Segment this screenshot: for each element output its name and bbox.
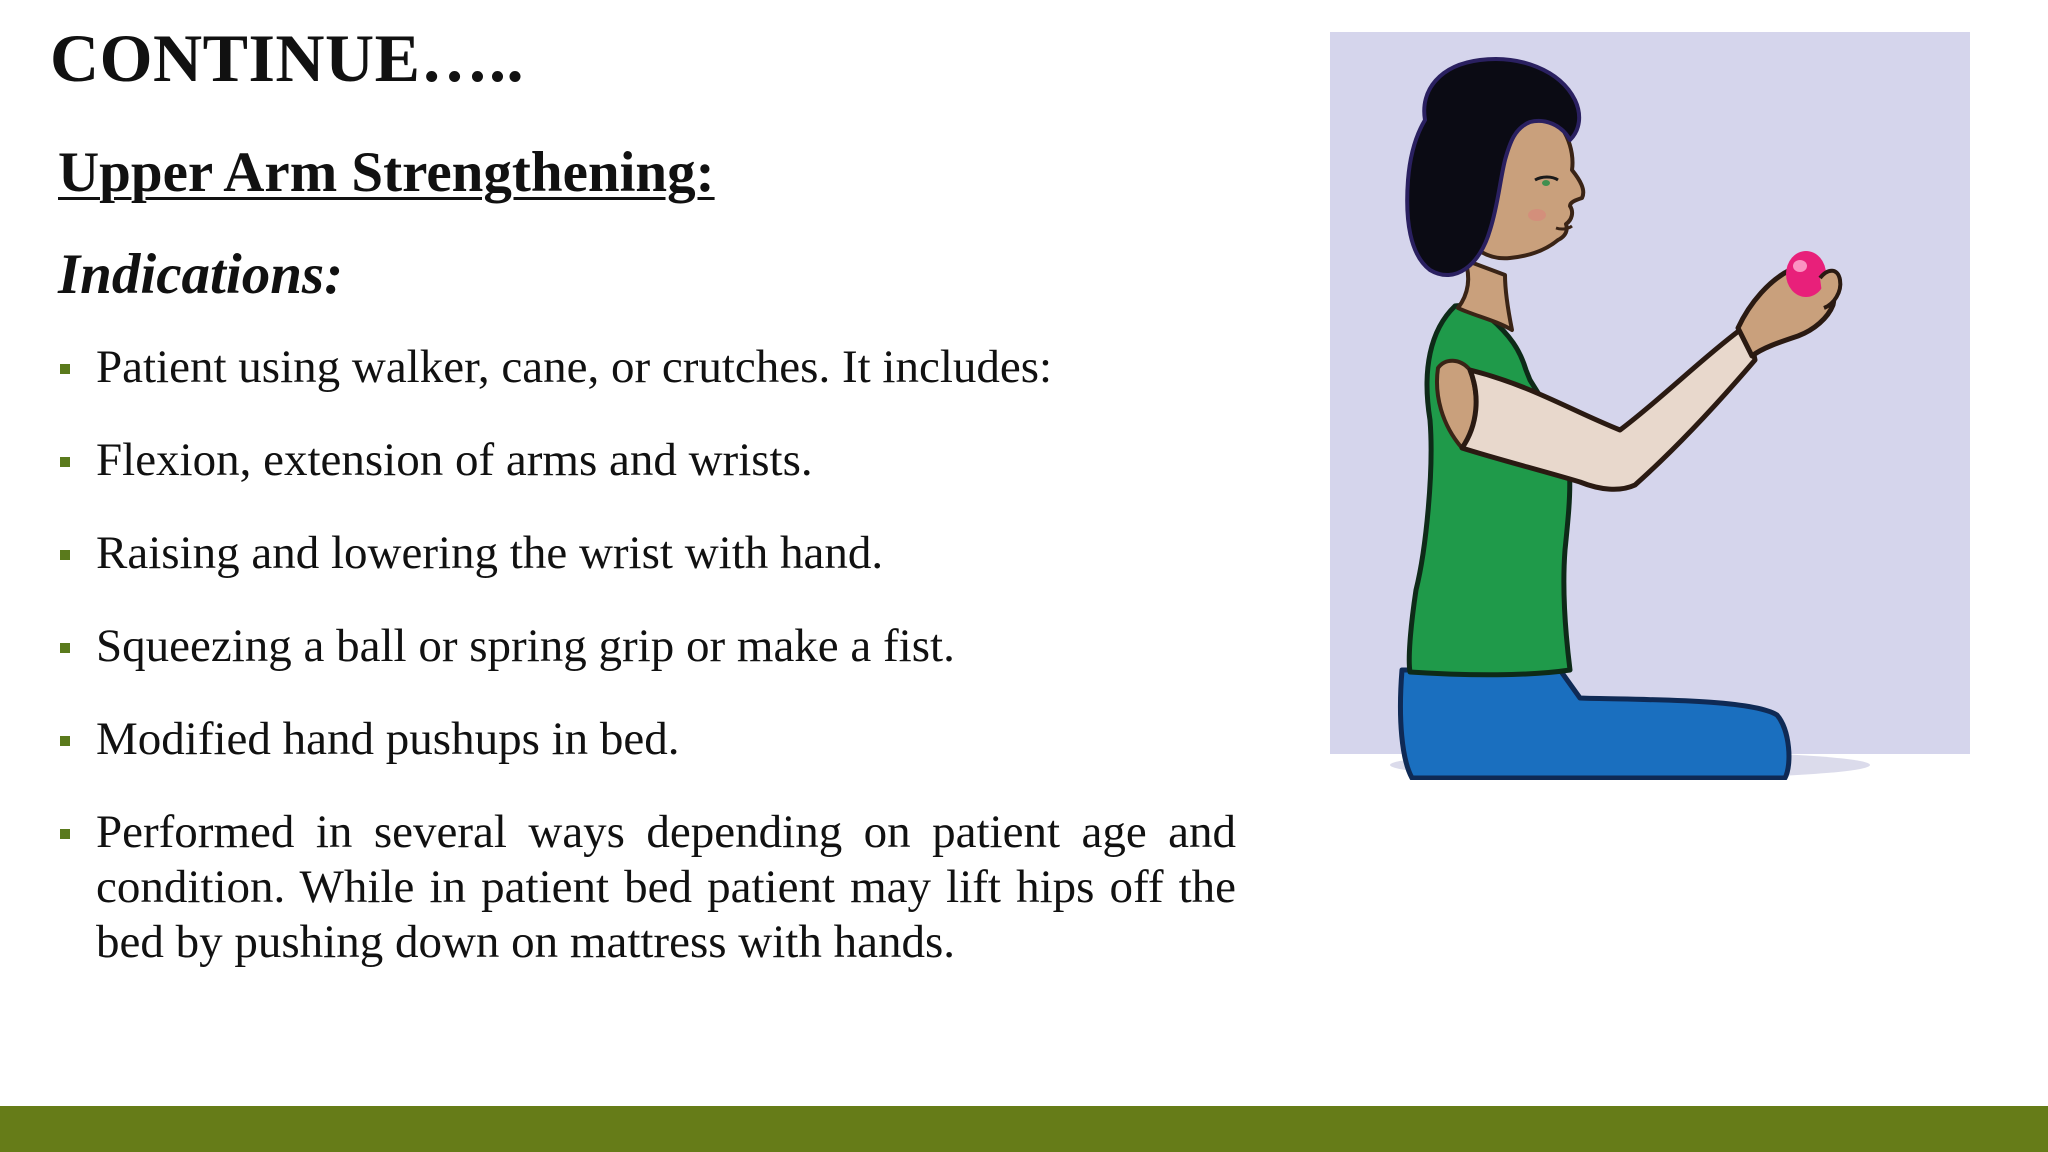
- indications-heading: Indications:: [58, 243, 344, 306]
- bullet-marker-icon: [60, 643, 70, 653]
- bullet-text: Raising and lowering the wrist with hand.: [96, 527, 884, 579]
- section-subtitle: Upper Arm Strengthening:: [58, 141, 715, 204]
- bullet-list: [58, 340, 1236, 1008]
- bullet-item: [58, 526, 1236, 581]
- bullet-text: Squeezing a ball or spring grip or make a fist.: [96, 620, 955, 672]
- bullet-item: [58, 340, 1236, 395]
- bullet-marker-icon: [60, 364, 70, 374]
- slide-title: CONTINUE…..: [50, 20, 524, 96]
- bullet-marker-icon: [60, 829, 70, 839]
- footer-bar: [0, 1106, 2048, 1152]
- bullet-item: [58, 712, 1236, 767]
- bullet-text: Performed in several ways depending on patient age and condition. While in patient bed patient may lift hips off the bed by pushing down on mattress with hands.: [96, 806, 1236, 968]
- bullet-text: Modified hand pushups in bed.: [96, 713, 680, 765]
- bullet-text: Flexion, extension of arms and wrists.: [96, 434, 813, 486]
- bullet-text: Patient using walker, cane, or crutches. It includes:: [96, 341, 1053, 393]
- bullet-marker-icon: [60, 550, 70, 560]
- ball-shape: [1786, 251, 1826, 297]
- bullet-item: [58, 433, 1236, 488]
- woman-squeezing-ball-illustration: [1330, 30, 1972, 780]
- bullet-marker-icon: [60, 457, 70, 467]
- bullet-marker-icon: [60, 736, 70, 746]
- bullet-item: [58, 805, 1236, 970]
- bullet-item: [58, 619, 1236, 674]
